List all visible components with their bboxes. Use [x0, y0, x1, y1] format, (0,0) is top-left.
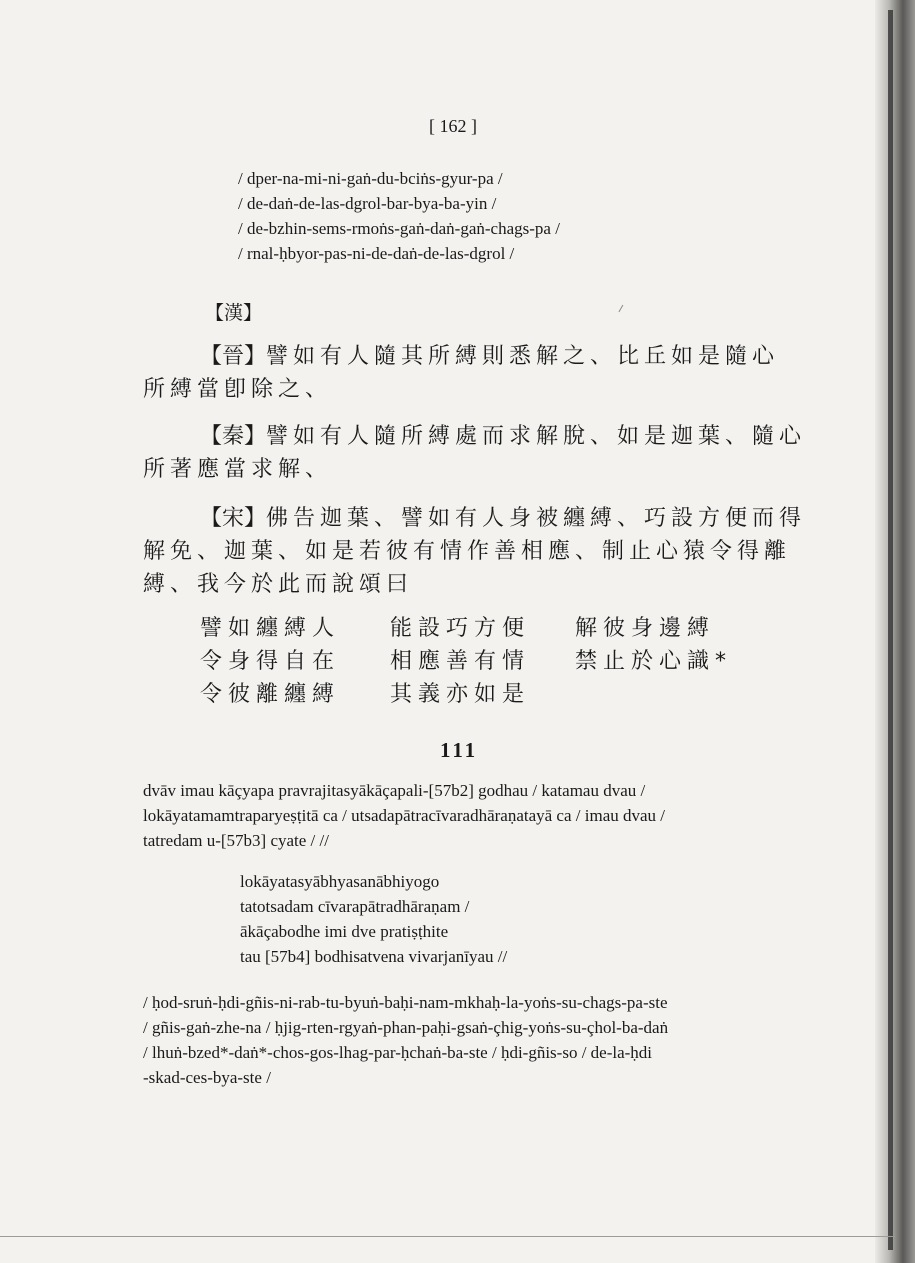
tibetan-verse-line: / rnal-ḥbyor-pas-ni-de-daṅ-de-las-dgrol / — [238, 244, 515, 263]
sanskrit-line: dvāv imau kāçyapa pravrajitasyākāçapali-[57b2] godhau / katamau dvau / — [143, 781, 646, 800]
verse-phrase: 譬如纏縛人 — [200, 616, 341, 641]
tibetan-prose-line: / gñis-gaṅ-zhe-na / ḥjig-rten-rgyaṅ-phan-paḥi-gsaṅ-çhig-yoṅs-su-çhol-ba-daṅ — [143, 1018, 669, 1037]
passage-text: 所縛當卽除之、 — [143, 377, 333, 402]
tibetan-verse — [238, 166, 560, 266]
verse-row — [200, 645, 755, 678]
binding-edge — [888, 10, 893, 1250]
sanskrit-line: lokāyatamamtraparyeṣṭitā ca / utsadapātracīvaradhāraṇatayā ca / imau dvau / — [143, 806, 666, 825]
tibetan-prose-line: / ḥod-sruṅ-ḥdi-gñis-ni-rab-tu-byuṅ-baḥi-nam-mkhaḥ-la-yoṅs-su-chags-pa-ste — [143, 993, 668, 1012]
verse-phrase: 令身得自在 — [200, 649, 341, 674]
chinese-verse — [200, 612, 755, 711]
verse-phrase: 其義亦如是 — [390, 682, 531, 707]
passage-tag: 【秦】 — [200, 424, 267, 449]
chinese-section-heading: 【漢】 — [205, 302, 263, 324]
verse-phrase: 解彼身邊縛 — [575, 616, 716, 641]
verse-phrase — [575, 678, 755, 711]
sanskrit-prose — [143, 778, 665, 853]
chinese-passage-jin — [143, 340, 780, 406]
sanskrit-verse-line: ākāçabodhe imi dve pratiṣṭhite — [240, 922, 449, 941]
sanskrit-verse — [240, 869, 507, 969]
verse-row — [200, 678, 755, 711]
page-number: [ 162 ] — [429, 116, 477, 136]
passage-text: 佛告迦葉、譬如有人身被纏縛、巧設方便而得 — [266, 506, 807, 531]
verse-phrase: 禁止於心識* — [575, 649, 733, 674]
tibetan-prose-line: -skad-ces-bya-ste / — [143, 1068, 271, 1087]
verse-row — [200, 612, 755, 645]
page-bottom-edge — [0, 1236, 895, 1237]
passage-text: 所著應當求解、 — [143, 457, 333, 482]
ink-mark — [618, 305, 628, 315]
verse-number: 111 — [440, 738, 479, 762]
tibetan-verse-line: / de-bzhin-sems-rmoṅs-gaṅ-daṅ-gaṅ-chags-pa / — [238, 219, 560, 238]
chinese-passage-qin — [143, 420, 807, 486]
sanskrit-line: tatredam u-[57b3] cyate / // — [143, 831, 329, 850]
verse-phrase: 令彼離纏縛 — [200, 682, 341, 707]
passage-text: 縛、我今於此而說頌曰 — [143, 572, 414, 597]
passage-tag: 【宋】 — [200, 506, 267, 531]
passage-tag: 【晉】 — [200, 344, 267, 369]
sanskrit-verse-line: tau [57b4] bodhisatvena vivarjanīyau // — [240, 947, 508, 966]
passage-text: 譬如有人隨其所縛則悉解之、比丘如是隨心 — [266, 344, 780, 369]
sanskrit-verse-line: tatotsadam cīvarapātradhāraṇam / — [240, 897, 470, 916]
verse-phrase: 能設巧方便 — [390, 616, 531, 641]
verse-phrase: 相應善有情 — [390, 649, 531, 674]
sanskrit-verse-line: lokāyatasyābhyasanābhiyogo — [240, 872, 440, 891]
tibetan-prose — [143, 990, 668, 1090]
passage-text: 解免、迦葉、如是若彼有情作善相應、制止心猿令得離 — [143, 539, 792, 564]
tibetan-verse-line: / de-daṅ-de-las-dgrol-bar-bya-ba-yin / — [238, 194, 497, 213]
passage-text: 譬如有人隨所縛處而求解脫、如是迦葉、隨心 — [266, 424, 807, 449]
chinese-passage-song — [143, 502, 807, 601]
tibetan-verse-line: / dper-na-mi-ni-gaṅ-du-bciṅs-gyur-pa / — [238, 169, 503, 188]
tibetan-prose-line: / lhuṅ-bzed*-daṅ*-chos-gos-lhag-par-ḥchaṅ-ba-ste / ḥdi-gñis-so / de-la-ḥdi — [143, 1043, 653, 1062]
book-binding-shadow — [875, 0, 915, 1263]
